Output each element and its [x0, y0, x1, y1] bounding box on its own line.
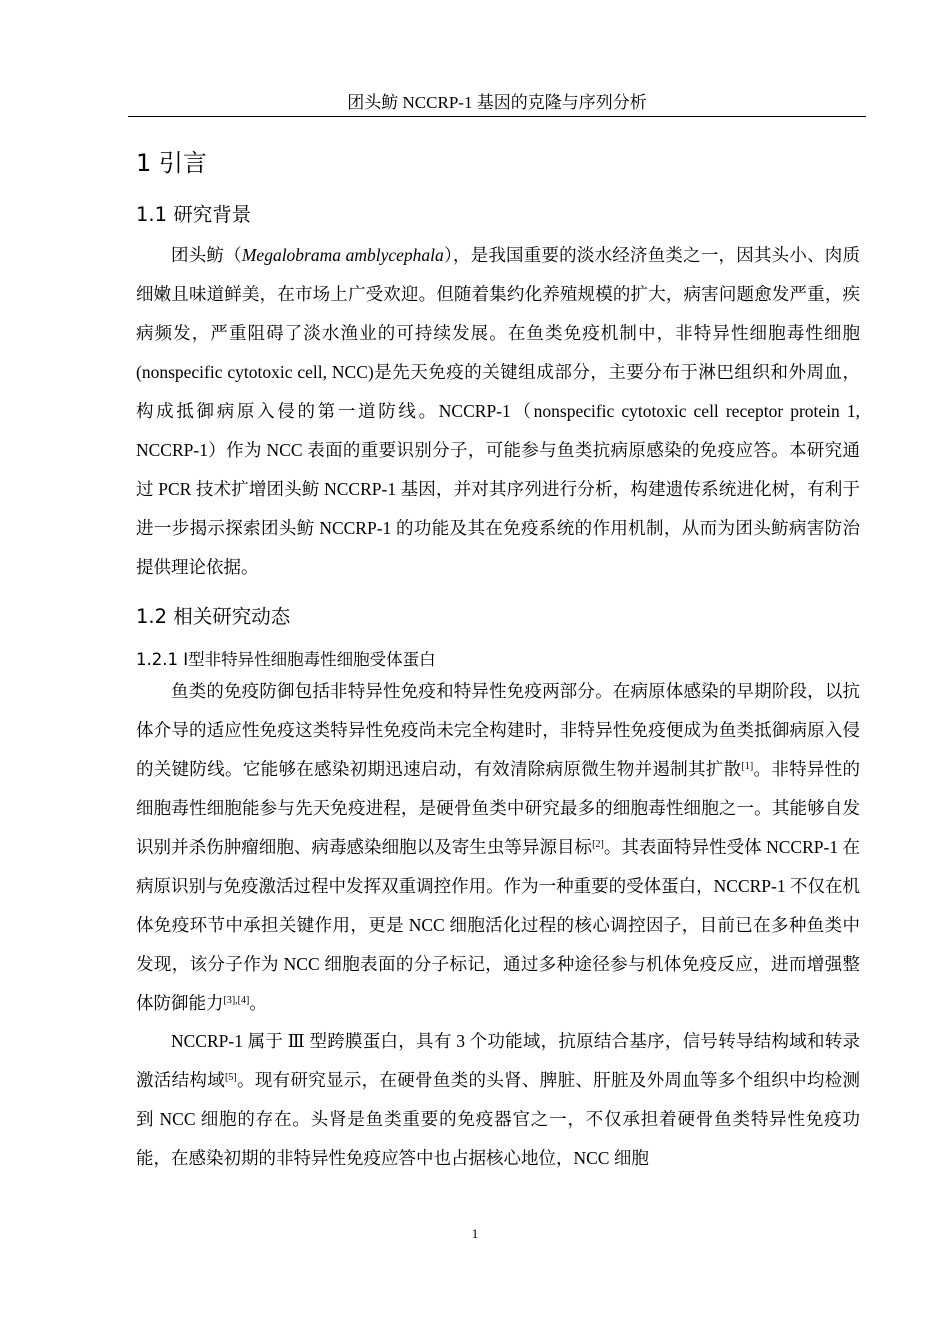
paragraph-text: ），是我国重要的淡水经济鱼类之一，因其头小、肉质细嫩且味道鲜美，在市场上广受欢迎。但随着集约化养殖规模的扩大，病害问题愈发严重，疾病频发，严重阻碍了淡水渔业的可持续发展。在鱼类免疫机制中，非特异性细胞毒性细胞(nonspecific cytotoxic cell, NCC)是先天免疫的关键组成部分，主要分布于淋巴组织和外周血，构成抵御病原入侵的第一道防线。NCCRP-1（nonspecific cytotoxic cell receptor protein 1, NCCRP-1）作为 NCC 表面的重要识别分子，可能参与鱼类抗病原感染的免疫应答。本研究通过 PCR 技术扩增团头鲂 NCCRP-1 基因，并对其序列进行分析，构建遗传系统进化树，有利于进一步揭示探索团头鲂 NCCRP-1 的功能及其在免疫系统的作用机制，从而为团头鲂病害防治提供理论依据。 [136, 245, 861, 577]
paragraph-text: 。其表面特异性受体 NCCRP-1 在病原识别与免疫激活过程中发挥双重调控作用。作为一种重要的受体蛋白，NCCRP-1 不仅在机体免疫环节中承担关键作用，更是 NCC 细胞活化过程的核心调控因子，目前已在多种鱼类中发现，该分子作为 NCC 细胞表面的分子标记，通过多种途径参与机体免疫反应，进而增强整体防御能力 [136, 837, 861, 1013]
paragraph-text: 团头鲂（ [171, 245, 242, 265]
paragraph-background [136, 236, 860, 587]
subsection-heading-background: 1.1 研究背景 [136, 203, 252, 226]
paragraph-nccrp1-structure [136, 1022, 860, 1178]
species-latin-name: Megalobrama amblycephala [241, 245, 444, 265]
paragraph-text: 。 [249, 993, 267, 1013]
header-rule [128, 116, 866, 117]
paragraph-text: 鱼类的免疫防御包括非特异性免疫和特异性免疫两部分。在病原体感染的早期阶段，以抗体介导的适应性免疫这类特异性免疫尚未完全构建时，非特异性免疫便成为鱼类抵御病原入侵的关键防线。它能够在感染初期迅速启动，有效清除病原微生物并遏制其扩散 [136, 681, 860, 779]
paragraph-text: NCCRP-1 属于 Ⅲ 型跨膜蛋白，具有 3 个功能域，抗原结合基序，信号转导结构域和转录激活结构域 [136, 1031, 860, 1090]
paragraph-immune-defense [136, 672, 860, 1023]
paragraph-text: 。现有研究显示，在硬骨鱼类的头肾、脾脏、肝脏及外周血等多个组织中均检测到 NCC 细胞的存在。头肾是鱼类重要的免疫器官之一，不仅承担着硬骨鱼类特异性免疫功能，在感染初期的非特异性免疫应答中也占据核心地位，NCC 细胞 [136, 1070, 861, 1168]
citation-ref: [5] [225, 1072, 237, 1083]
citation-ref: [1] [741, 761, 754, 772]
page-number: 1 [471, 1226, 479, 1241]
paragraph-text: 。非特异性的细胞毒性细胞能参与先天免疫进程，是硬骨鱼类中研究最多的细胞毒性细胞之一。其能够自发识别并杀伤肿瘤细胞、病毒感染细胞以及寄生虫等异源目标 [136, 759, 861, 857]
subsubsection-heading-nccrp1: 1.2.1 Ⅰ型非特异性细胞毒性细胞受体蛋白 [136, 650, 436, 669]
citation-ref: [3],[4] [223, 995, 250, 1006]
citation-ref: [2] [592, 839, 604, 850]
subsection-heading-research-progress: 1.2 相关研究动态 [136, 605, 291, 628]
running-header: 团头鲂 NCCRP-1 基因的克隆与序列分析 [347, 93, 647, 112]
section-heading-introduction: 1 引言 [136, 149, 207, 177]
